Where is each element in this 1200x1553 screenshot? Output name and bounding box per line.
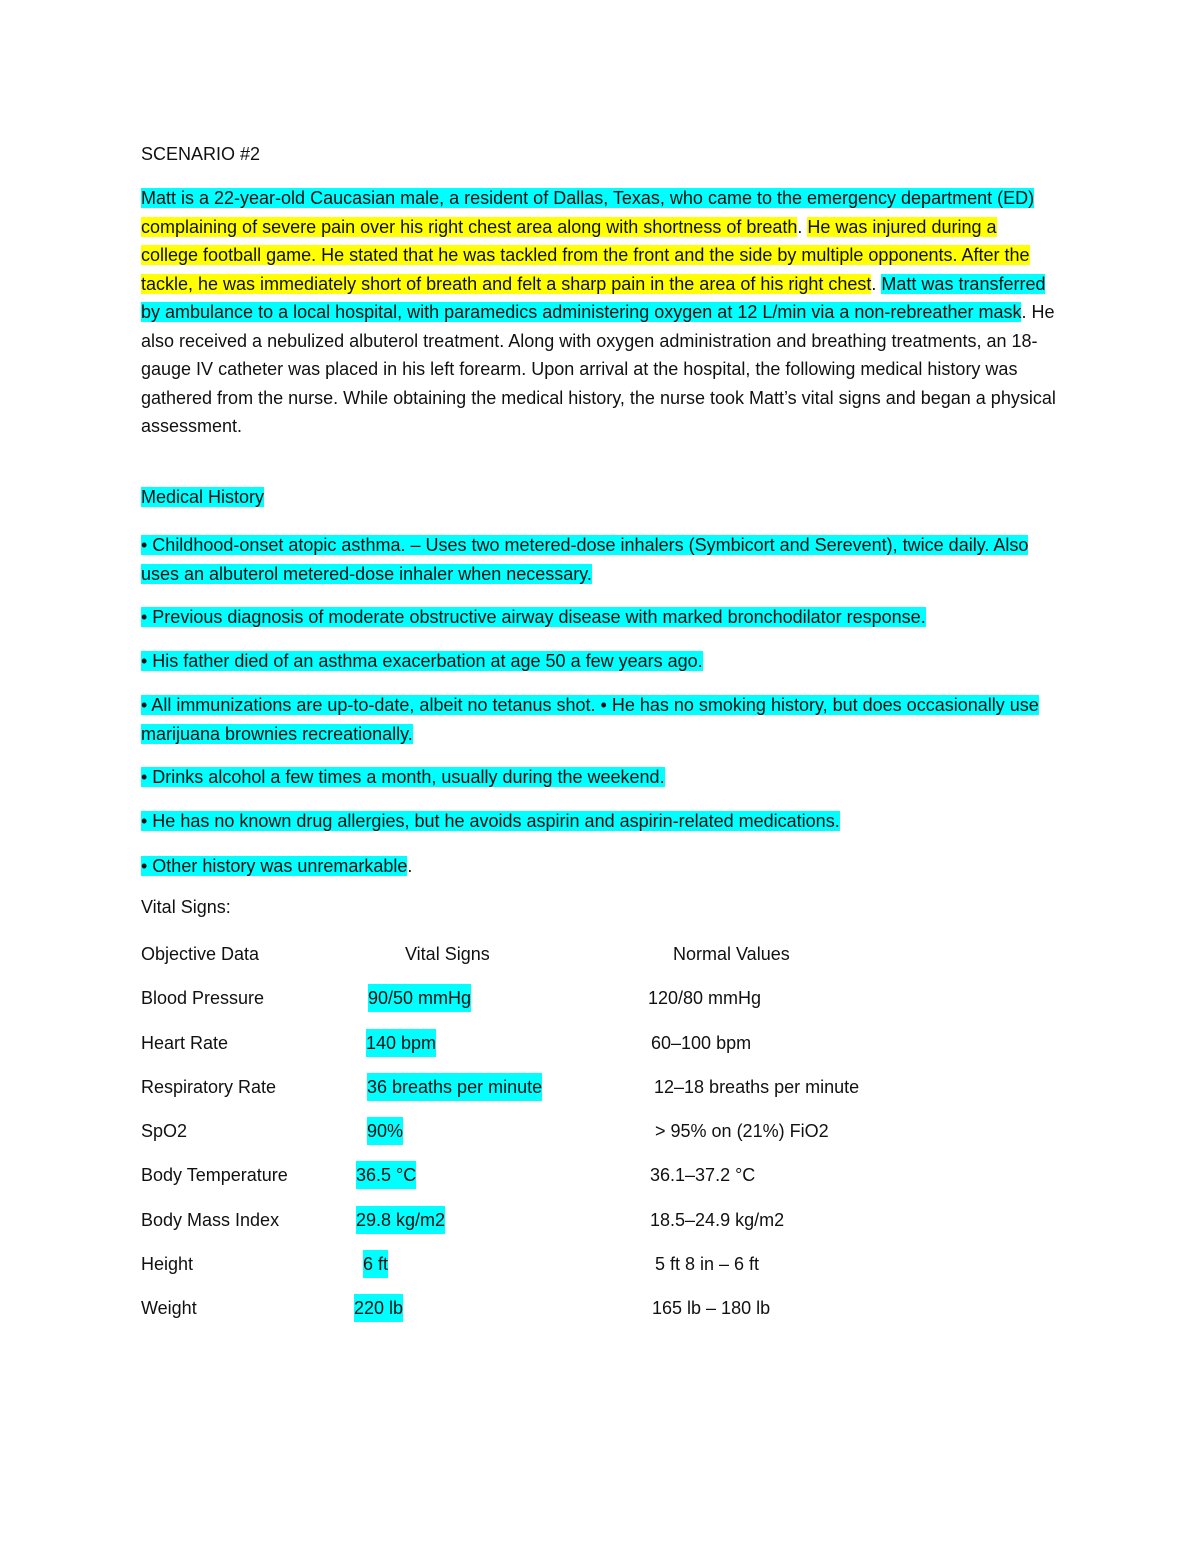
- vital-label: Height: [141, 1254, 194, 1274]
- vital-normal: 60–100 bpm: [651, 1033, 752, 1053]
- intro-highlight-cyan-2: Matt was transferred by ambulance to a local hospital, with paramedics administering oxygen at 12 L/min via a non-rebreather mask: [141, 273, 1046, 322]
- vital-value: 220 lb: [354, 1294, 403, 1322]
- vital-label: Heart Rate: [141, 1033, 229, 1053]
- vital-value: 140 bpm: [366, 1029, 436, 1057]
- intro-text-2: .: [871, 273, 882, 294]
- column-header: Normal Values: [673, 944, 790, 964]
- vital-normal: 18.5–24.9 kg/m2: [650, 1210, 785, 1230]
- history-bullet: • Previous diagnosis of moderate obstructive airway disease with marked bronchodilator response.: [141, 607, 926, 627]
- history-bullet-last: • Other history was unremarkable.: [141, 856, 413, 876]
- intro-text-3: . He also received a nebulized albuterol treatment. Along with oxygen administration and breathing treatments, an 18-gauge IV catheter was placed in his left forearm. Upon arrival at the hospital, the following medical history was gathered from the nurse. While obtaining the medical history, the nurse took Matt’s vital signs and began a physical assessment.: [141, 302, 1056, 436]
- column-header: Vital Signs: [405, 944, 490, 964]
- vital-value: 36 breaths per minute: [367, 1073, 542, 1101]
- vitals-row: [141, 1161, 1056, 1189]
- vital-value: 29.8 kg/m2: [356, 1206, 445, 1234]
- vitals-header-row: [141, 940, 1056, 968]
- history-bullet: • His father died of an asthma exacerbation at age 50 a few years ago.: [141, 651, 703, 671]
- vital-normal: 36.1–37.2 °C: [650, 1165, 756, 1185]
- vital-label: Respiratory Rate: [141, 1077, 277, 1097]
- vitals-row: [141, 984, 1056, 1012]
- vital-normal: 165 lb – 180 lb: [652, 1298, 771, 1318]
- vitals-row: [141, 1206, 1056, 1234]
- vital-value: 90%: [367, 1117, 403, 1145]
- vital-label: Body Mass Index: [141, 1210, 280, 1230]
- vitals-row: [141, 1029, 1056, 1057]
- vital-label: Body Temperature: [141, 1165, 288, 1185]
- intro-paragraph: [141, 184, 1056, 441]
- vital-label: Weight: [141, 1298, 197, 1318]
- vitals-row: [141, 1117, 1056, 1145]
- vital-label: SpO2: [141, 1121, 188, 1141]
- intro-highlight-yellow-1: complaining of severe pain over his right chest area along with shortness of breath: [141, 216, 798, 237]
- vital-label: Blood Pressure: [141, 988, 265, 1008]
- history-bullet: • Drinks alcohol a few times a month, usually during the weekend.: [141, 767, 665, 787]
- vitals-row: [141, 1294, 1056, 1322]
- intro-text-1: .: [797, 216, 808, 237]
- scenario-title: SCENARIO #2: [141, 144, 261, 164]
- history-bullet: • Childhood-onset atopic asthma. – Uses two metered-dose inhalers (Symbicort and Serevent), twice daily. Also uses an albuterol metered-dose inhaler when necessary.: [141, 535, 1029, 584]
- intro-highlight-cyan-1: Matt is a 22-year-old Caucasian male, a resident of Dallas, Texas, who came to the emergency department (ED): [141, 188, 1035, 208]
- vital-normal: > 95% on (21%) FiO2: [655, 1121, 829, 1141]
- vital-normal: 120/80 mmHg: [648, 988, 762, 1008]
- vital-value: 90/50 mmHg: [368, 984, 471, 1012]
- column-header: Objective Data: [141, 944, 260, 964]
- vital-normal: 5 ft 8 in – 6 ft: [655, 1254, 760, 1274]
- history-bullet: • All immunizations are up-to-date, albeit no tetanus shot. • He has no smoking history, but does occasionally use marijuana brownies recreationally.: [141, 695, 1039, 744]
- history-bullet: • He has no known drug allergies, but he avoids aspirin and aspirin-related medications.: [141, 811, 840, 831]
- vital-value: 36.5 °C: [356, 1161, 416, 1189]
- intro-highlight-yellow-2: He was injured during a college football game.: [141, 216, 997, 265]
- vital-value: 6 ft: [363, 1250, 388, 1278]
- vital-normal: 12–18 breaths per minute: [654, 1077, 860, 1097]
- intro-highlight-yellow-3: He stated that he was tackled from the front and the side by multiple opponents. After the tackle, he was immediately short of breath and felt a sharp pain in the area of his right chest: [141, 245, 1030, 294]
- vital-signs-heading: Vital Signs:: [141, 897, 231, 917]
- medical-history-heading: Medical History: [141, 487, 265, 507]
- vitals-row: [141, 1073, 1056, 1101]
- vitals-row: [141, 1250, 1056, 1278]
